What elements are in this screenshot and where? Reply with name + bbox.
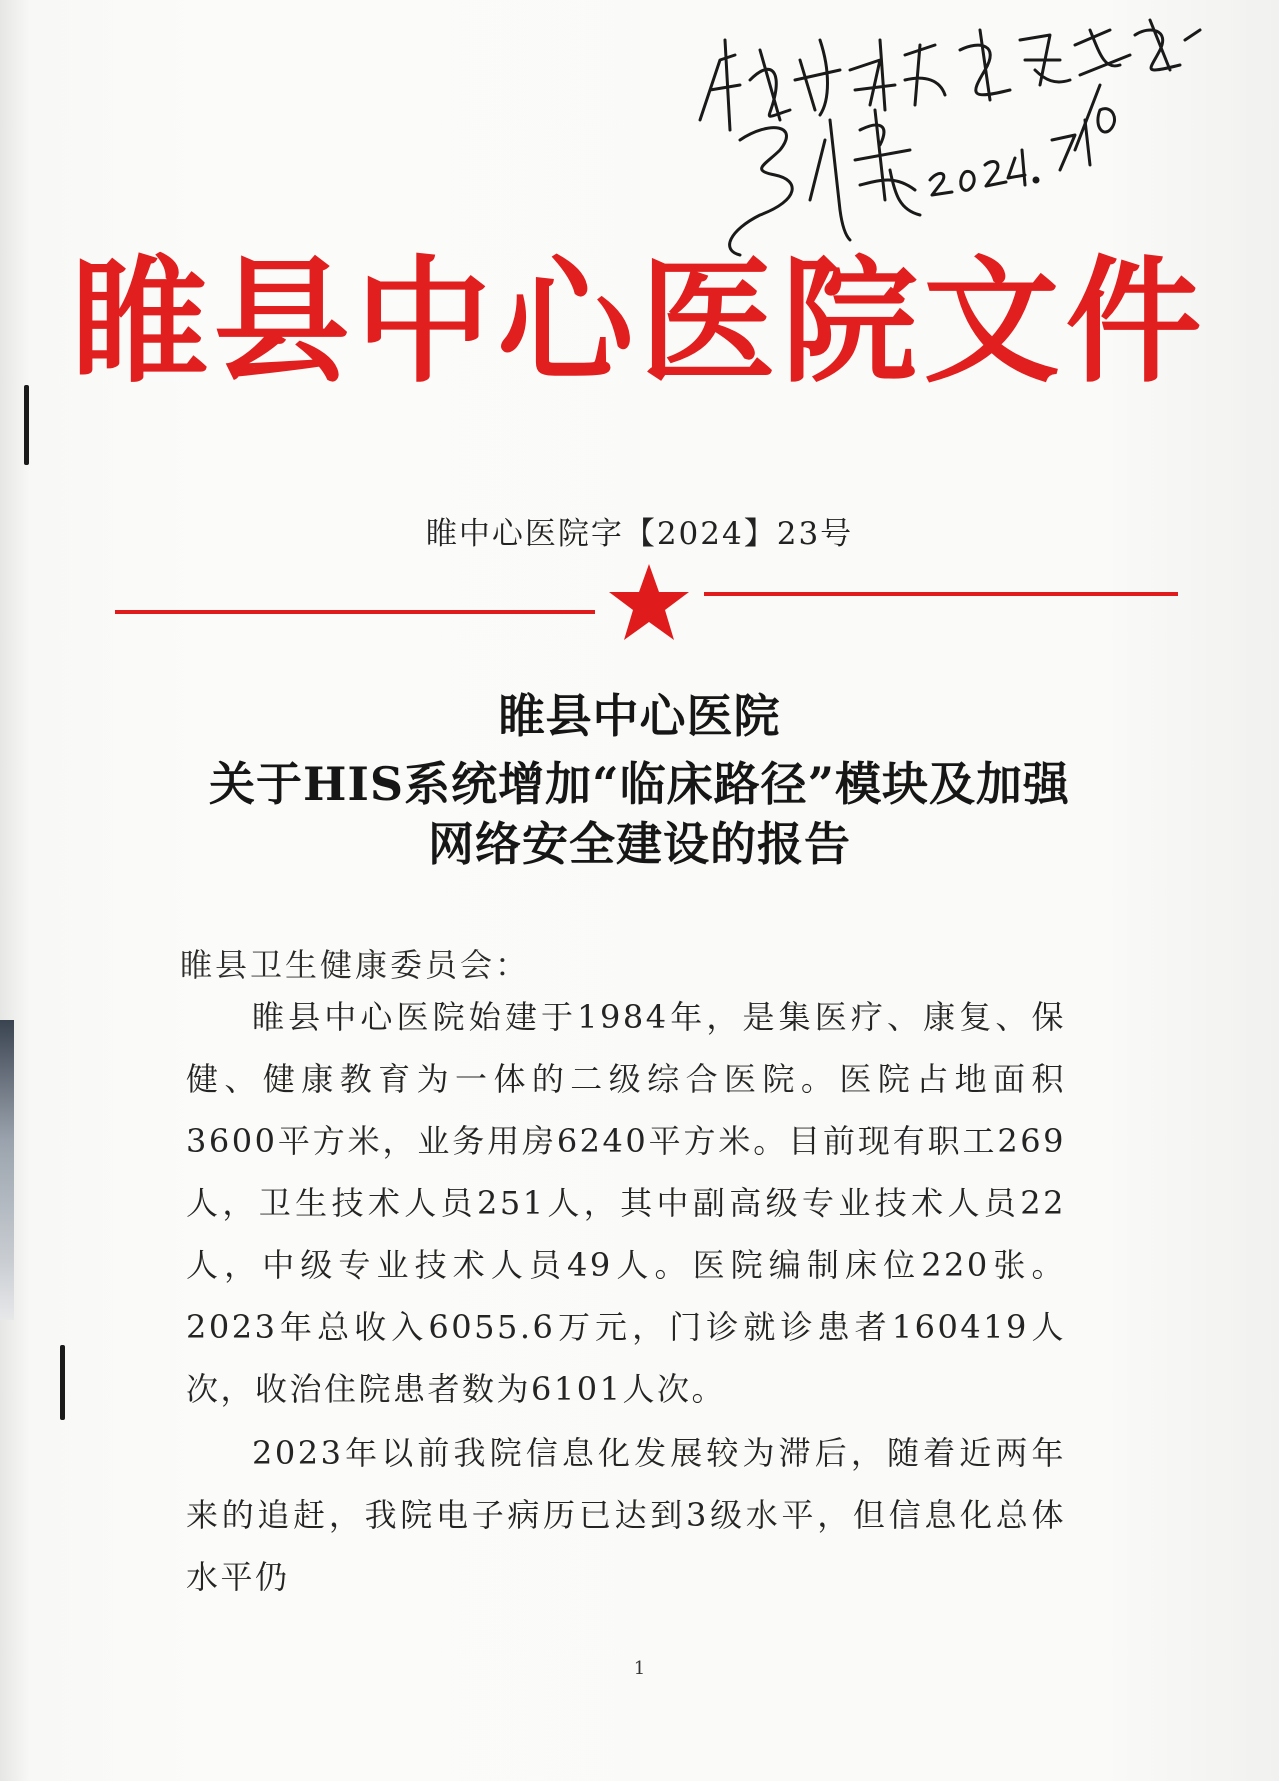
page-number: 1 [633,1658,646,1679]
report-title-line-3: 网络安全建设的报告 [428,817,851,871]
report-title-line-1: 睢县中心医院 [498,689,781,743]
binder-mark-top [24,385,29,465]
body-paragraph-2: 2023年以前我院信息化发展较为滞后，随着近两年来的追赶，我院电子病历已达到3级水平，但信息化总体水平仍 [186,1434,1066,1596]
red-star-icon [607,562,691,642]
body-paragraph-1: 睢县中心医院始建于1984年，是集医疗、康复、保健、健康教育为一体的二级综合医院。医院占地面积3600平方米，业务用房6240平方米。目前现有职工269人，卫生技术人员251人，其中副高级专业技术人员22人，中级专业技术人员49人。医院编制床位220张。2023年总收入6055.6万元，门诊就诊患者160419人次，收治住院患者数为6101人次。 [186,998,1066,1408]
red-rule-left [115,610,595,614]
document-header: 睢县中心医院文件 [71,244,1208,402]
binder-mark-bottom [60,1345,65,1420]
report-title-line-2: 关于HIS系统增加“临床路径”模块及加强 [208,757,1071,811]
page-edge-shadow [0,1020,14,1320]
document-number: 睢中心医院字【2024】23号 [425,516,854,552]
salutation: 睢县卫生健康委员会： [180,946,531,984]
red-rule-right [704,592,1178,596]
